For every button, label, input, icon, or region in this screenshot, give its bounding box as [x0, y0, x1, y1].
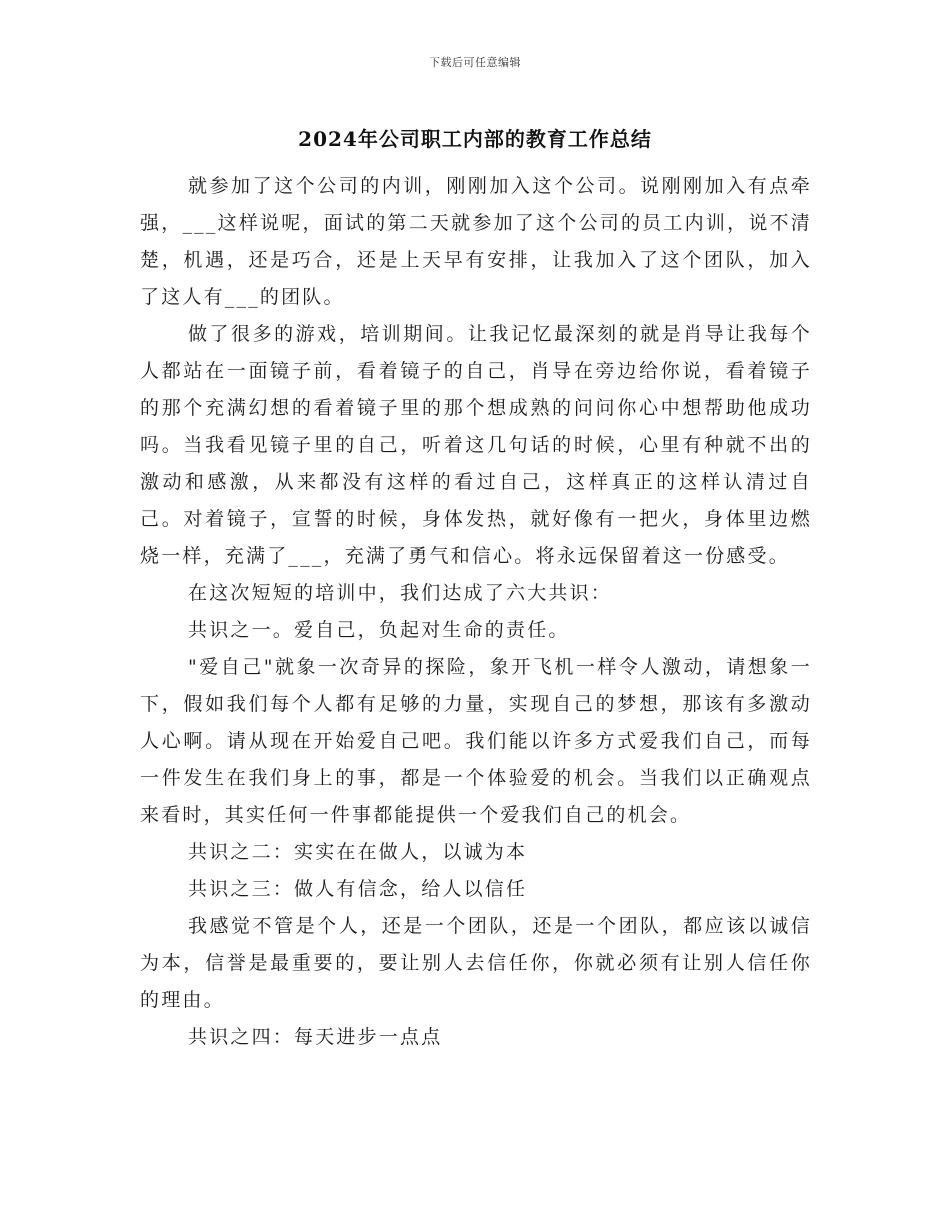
paragraph: 共识之四：每天进步一点点 — [188, 1026, 443, 1048]
paragraph: 做了很多的游戏，培训期间。让我记忆最深刻的就是肖导让我每个人都站在一面镜子前，看着镜子的自己，肖导在旁边给你说，看着镜子的那个充满幻想的看着镜子里的那个想成熟的问问你心中想帮助他成功吗。当我看见镜子里的自己，听着这几句话的时候，心里有种就不出的激动和感激，从来都没有这样的看过自己，这样真正的这样认清过自己。对着镜子，宣誓的时候，身体发热，就好像有一把火，身体里边燃烧一样，充满了___，充满了勇气和信心。将永远保留着这一份感受。 — [140, 323, 812, 567]
paragraph: 在这次短短的培训中，我们达成了六大共识： — [188, 582, 613, 604]
paragraph: 我感觉不管是个人，还是一个团队，还是一个团队，都应该以诚信为本，信誉是最重要的，要让别人去信任你，你就必须有让别人信任你的理由。 — [140, 915, 812, 1011]
paragraph: 共识之二：实实在在做人，以诚为本 — [188, 841, 528, 863]
paragraph: 共识之三：做人有信念，给人以信任 — [188, 878, 528, 900]
document-body — [140, 168, 812, 1056]
paragraph: 共识之一。爱自己，负起对生命的责任。 — [188, 619, 570, 641]
document-title: 2024年公司职工内部的教育工作总结 — [298, 127, 652, 151]
paragraph: "爱自己"就象一次奇异的探险，象开飞机一样令人激动，请想象一下，假如我们每个人都有足够的力量，实现自己的梦想，那该有多激动人心啊。请从现在开始爱自己吧。我们能以许多方式爱我们自己，而每一件发生在我们身上的事，都是一个体验爱的机会。当我们以正确观点来看时，其实任何一件事都能提供一个爱我们自己的机会。 — [140, 656, 812, 826]
page-header: 下载后可任意编辑 — [429, 56, 521, 69]
paragraph: 就参加了这个公司的内训，刚刚加入这个公司。说刚刚加入有点牵强，___这样说呢，面试的第二天就参加了这个公司的员工内训，说不清楚，机遇，还是巧合，还是上天早有安排，让我加入了这个团队，加入了这人有___的团队。 — [140, 175, 812, 308]
